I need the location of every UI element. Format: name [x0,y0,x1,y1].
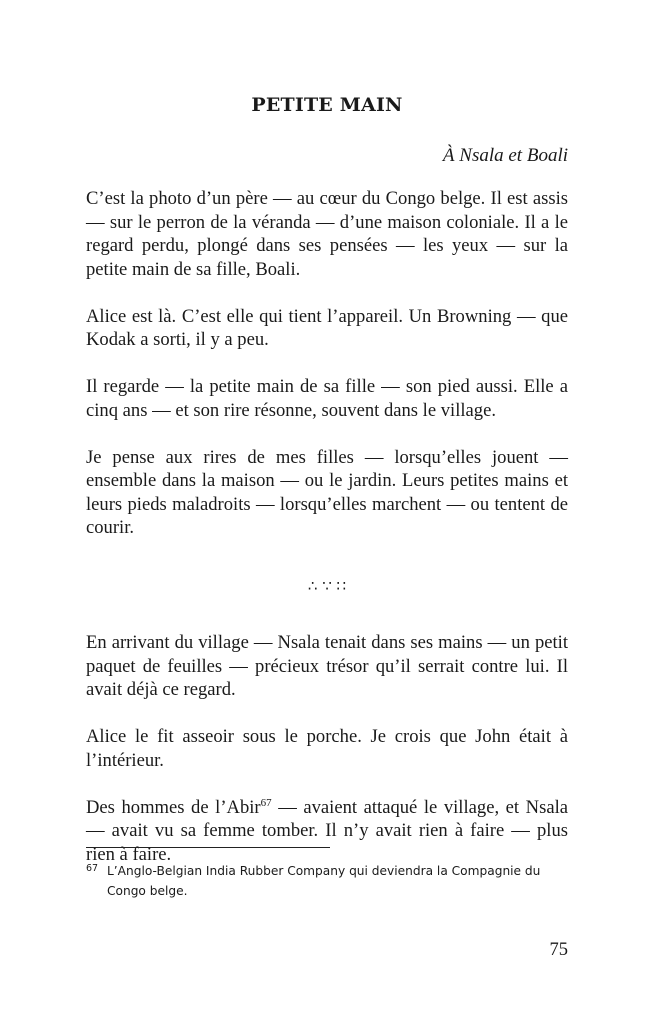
paragraph: Alice le fit asseoir sous le porche. Je crois que John était à l’intérieur. [86,726,568,771]
footnote-text: L’Anglo-Belgian India Rubber Company qui deviendra la Compagnie du Congo belge. [107,864,541,898]
footnote-divider [86,847,330,848]
footnote [86,861,568,901]
paragraph: En arrivant du village — Nsala tenait dans ses mains — un petit paquet de feuilles — précieux trésor qu’il serrait contre lui. Il avait déjà ce regard. [86,632,568,700]
paragraph: Je pense aux rires de mes filles — lorsqu’elles jouent — ensemble dans la maison — ou le jardin. Leurs petites mains et leurs pieds maladroits — lorsqu’elles marchent — ou tentent de courir. [86,446,568,538]
page-number: 75 [549,940,568,960]
paragraph-text: Des hommes de l’Abir [86,796,261,818]
paragraph-with-footnote-ref [86,796,568,867]
footnote-reference: 67 [260,796,272,809]
footnote-number: 67 [86,863,99,874]
section-separator: ∴ ∵ ∷ [307,577,347,595]
dedication: À Nsala et Boali [442,145,568,166]
paragraph: Il regarde — la petite main de sa fille — son pied aussi. Elle a cinq ans — et son rire résonne, souvent dans le village. [86,376,568,421]
chapter-title: PETITE MAIN [251,94,403,116]
body-text [86,187,568,890]
paragraph-text: — avaient attaqué le village, et Nsala — avait vu sa femme tomber. Il n’y avait rien à faire — plus rien à faire. [86,796,568,865]
paragraph: C’est la photo d’un père — au cœur du Congo belge. Il est assis — sur le perron de la véranda — d’une maison coloniale. Il a le regard perdu, plongé dans ses pensées — les yeux — sur la petite main de sa fille, Boali. [86,188,568,280]
paragraph: Alice est là. C’est elle qui tient l’appareil. Un Browning — que Kodak a sorti, il y a peu. [86,305,568,350]
